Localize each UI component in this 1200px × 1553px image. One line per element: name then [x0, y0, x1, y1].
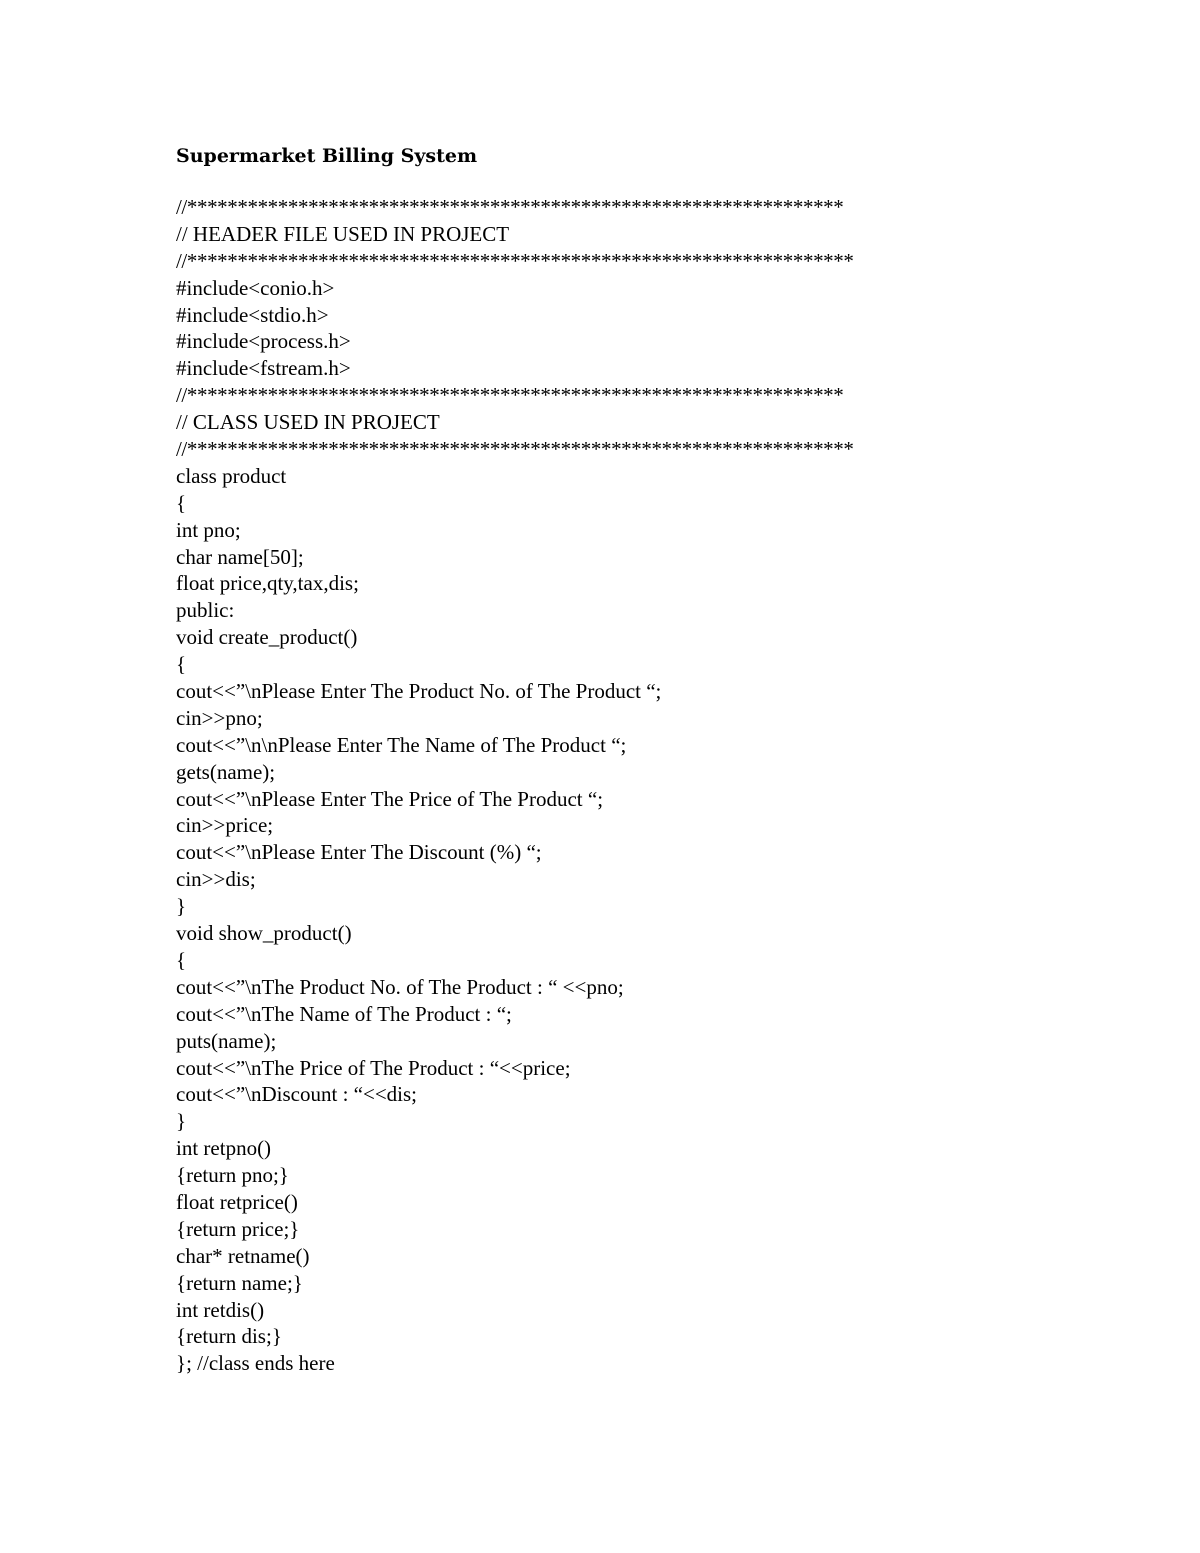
code-line: //*****************************************************************	[176, 383, 844, 408]
code-line: {return dis;}	[176, 1324, 282, 1349]
code-line: #include<stdio.h>	[176, 302, 329, 327]
code-line: {	[176, 947, 187, 972]
code-line: gets(name);	[176, 759, 276, 784]
code-line: {	[176, 652, 187, 677]
code-line: // CLASS USED IN PROJECT	[176, 410, 440, 435]
code-line: void create_product()	[176, 625, 358, 650]
code-line: void show_product()	[176, 921, 352, 946]
code-line: {return name;}	[176, 1270, 303, 1295]
code-line: #include<fstream.h>	[176, 356, 351, 381]
code-line: {return price;}	[176, 1216, 300, 1241]
code-line: float retprice()	[176, 1189, 298, 1214]
code-line: char* retname()	[176, 1243, 310, 1268]
code-line: float price,qty,tax,dis;	[176, 571, 359, 596]
code-line: char name[50];	[176, 544, 304, 569]
page-title: Supermarket Billing System	[176, 145, 478, 167]
code-line: int pno;	[176, 517, 241, 542]
code-line: cout<<”\nThe Product No. of The Product : “ <<pno;	[176, 974, 624, 999]
code-line: #include<process.h>	[176, 329, 351, 354]
code-line: }; //class ends here	[176, 1351, 335, 1376]
code-line: //*****************************************************************	[176, 195, 844, 219]
code-line: puts(name);	[176, 1028, 277, 1053]
code-line: cout<<”\nPlease Enter The Discount (%) “;	[176, 840, 542, 865]
code-line: cin>>price;	[176, 813, 274, 838]
code-listing	[176, 194, 1176, 1377]
code-line: // HEADER FILE USED IN PROJECT	[176, 221, 510, 246]
code-line: cout<<”\n\nPlease Enter The Name of The Product “;	[176, 732, 627, 757]
code-line: int retpno()	[176, 1136, 272, 1161]
code-line: cout<<”\nPlease Enter The Price of The Product “;	[176, 786, 604, 811]
code-line: }	[176, 894, 187, 919]
code-line: //******************************************************************	[176, 248, 854, 273]
code-line: //******************************************************************	[176, 437, 854, 462]
code-line: }	[176, 1109, 187, 1134]
code-line: cin>>pno;	[176, 705, 263, 730]
code-line: int retdis()	[176, 1297, 265, 1322]
code-line: cout<<”\nThe Name of The Product : “;	[176, 1001, 512, 1026]
code-line: #include<conio.h>	[176, 275, 335, 300]
code-line: {return pno;}	[176, 1163, 289, 1188]
code-line: cout<<”\nDiscount : “<<dis;	[176, 1082, 418, 1107]
code-line: {	[176, 490, 187, 515]
code-line: cin>>dis;	[176, 867, 256, 892]
code-line: cout<<”\nPlease Enter The Product No. of The Product “;	[176, 679, 662, 704]
code-line: cout<<”\nThe Price of The Product : “<<price;	[176, 1055, 571, 1080]
code-line: public:	[176, 598, 235, 623]
code-line: class product	[176, 463, 287, 488]
